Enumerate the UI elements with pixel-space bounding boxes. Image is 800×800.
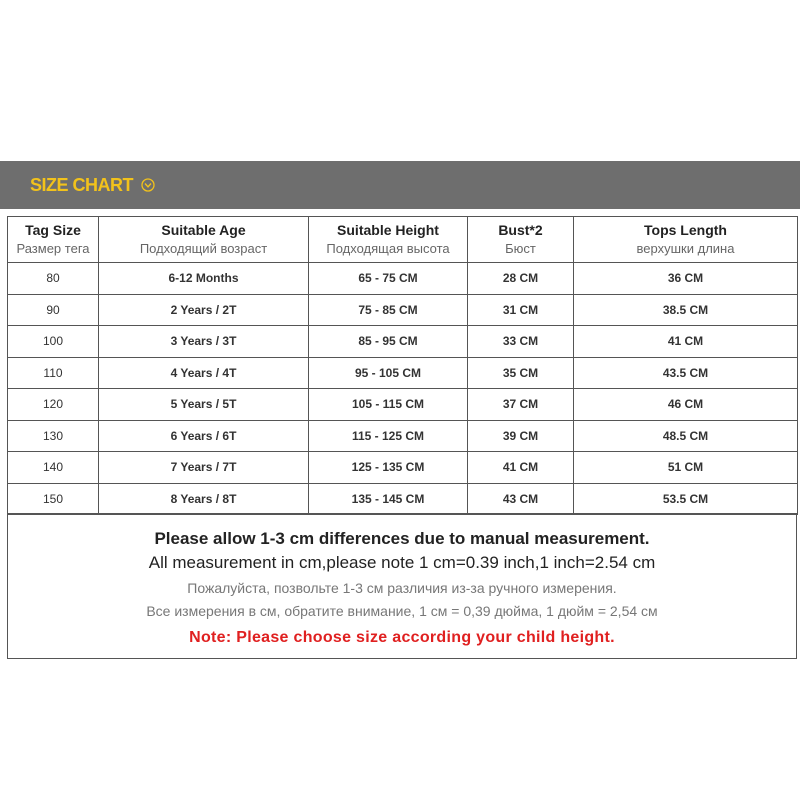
cell-tops-length: 43.5 CM (574, 357, 798, 389)
cell-suitable-age: 3 Years / 3T (99, 326, 309, 358)
cell-suitable-height: 115 - 125 CM (309, 420, 468, 452)
cell-suitable-height: 95 - 105 CM (309, 357, 468, 389)
header-label-ru: Бюст (505, 241, 536, 256)
header-label-en: Suitable Height (337, 222, 439, 238)
header-label-ru: Подходящий возраст (139, 241, 268, 256)
cell-bust: 41 CM (468, 452, 574, 484)
note-measurement-allowance-ru: Пожалуйста, позвольте 1-3 см различия из-за ручного измерения. (187, 580, 617, 596)
cell-suitable-height: 65 - 75 CM (309, 263, 468, 295)
cell-tag-size: 140 (8, 452, 99, 484)
cell-suitable-age: 2 Years / 2T (99, 294, 309, 326)
header-label-ru: Подходящая высота (326, 241, 450, 256)
header-tops-length (574, 217, 798, 263)
cell-bust: 39 CM (468, 420, 574, 452)
cell-tag-size: 130 (8, 420, 99, 452)
cell-suitable-age: 7 Years / 7T (99, 452, 309, 484)
table-row (8, 294, 798, 326)
chevron-down-circle-icon (141, 178, 155, 192)
header-label-en: Tag Size (25, 222, 81, 238)
cell-suitable-height: 75 - 85 CM (309, 294, 468, 326)
cell-suitable-height: 105 - 115 CM (309, 389, 468, 421)
cell-bust: 28 CM (468, 263, 574, 295)
header-label-ru: верхушки длина (636, 241, 735, 256)
note-unit-conversion: All measurement in cm,please note 1 cm=0.39 inch,1 inch=2.54 cm (148, 553, 656, 572)
cell-tops-length: 51 CM (574, 452, 798, 484)
cell-tag-size: 120 (8, 389, 99, 421)
cell-bust: 31 CM (468, 294, 574, 326)
size-chart-banner (0, 161, 800, 209)
header-bust (468, 217, 574, 263)
cell-tops-length: 38.5 CM (574, 294, 798, 326)
table-row (8, 326, 798, 358)
cell-suitable-age: 4 Years / 4T (99, 357, 309, 389)
header-label-en: Tops Length (644, 222, 727, 238)
cell-tops-length: 41 CM (574, 326, 798, 358)
cell-suitable-height: 85 - 95 CM (309, 326, 468, 358)
cell-tag-size: 100 (8, 326, 99, 358)
cell-suitable-height: 135 - 145 CM (309, 483, 468, 515)
table-header-row (8, 217, 798, 263)
cell-tops-length: 36 CM (574, 263, 798, 295)
cell-bust: 43 CM (468, 483, 574, 515)
table-row (8, 483, 798, 515)
table-row (8, 263, 798, 295)
cell-bust: 37 CM (468, 389, 574, 421)
table-row (8, 389, 798, 421)
cell-bust: 35 CM (468, 357, 574, 389)
header-suitable-age (99, 217, 309, 263)
cell-tag-size: 150 (8, 483, 99, 515)
header-label-en: Bust*2 (498, 222, 543, 238)
cell-tops-length: 53.5 CM (574, 483, 798, 515)
note-unit-conversion-ru: Все измерения в см, обратите внимание, 1 см = 0,39 дюйма, 1 дюйм = 2,54 см (146, 603, 658, 619)
size-chart-table (7, 216, 798, 515)
cell-suitable-age: 6-12 Months (99, 263, 309, 295)
table-row (8, 452, 798, 484)
cell-suitable-age: 6 Years / 6T (99, 420, 309, 452)
table-row (8, 357, 798, 389)
cell-tops-length: 48.5 CM (574, 420, 798, 452)
cell-tag-size: 110 (8, 357, 99, 389)
cell-suitable-height: 125 - 135 CM (309, 452, 468, 484)
cell-tag-size: 90 (8, 294, 99, 326)
cell-suitable-age: 5 Years / 5T (99, 389, 309, 421)
cell-suitable-age: 8 Years / 8T (99, 483, 309, 515)
cell-tag-size: 80 (8, 263, 99, 295)
cell-tops-length: 46 CM (574, 389, 798, 421)
note-measurement-allowance: Please allow 1-3 cm differences due to manual measurement. (154, 529, 650, 548)
header-label-ru: Размер тега (16, 241, 90, 256)
header-suitable-height (309, 217, 468, 263)
header-tag-size (8, 217, 99, 263)
cell-bust: 33 CM (468, 326, 574, 358)
note-choose-size: Note: Please choose size according your child height. (189, 629, 615, 646)
table-row (8, 420, 798, 452)
banner-title: SIZE CHART (30, 174, 133, 195)
measurement-notes-box (7, 513, 797, 659)
header-label-en: Suitable Age (161, 222, 246, 238)
